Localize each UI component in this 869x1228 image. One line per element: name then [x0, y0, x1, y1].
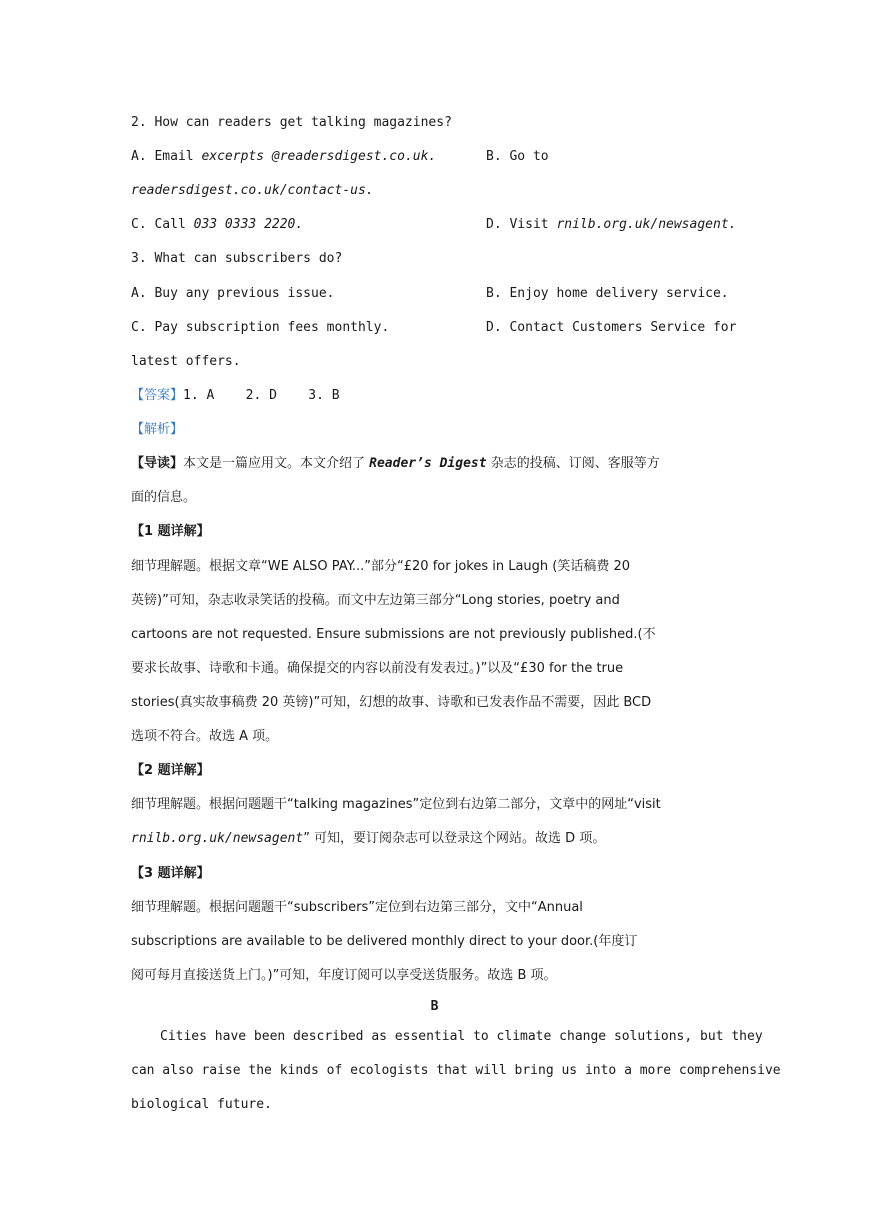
q3-option-d-line2: latest offers.: [131, 354, 241, 369]
section-b-paragraph-line: Cities have been described as essential to climate change solutions, but they: [160, 1029, 763, 1044]
detail-1-line: stories(真实故事稿费 20 英镑)”可知，幻想的故事、诗歌和已发表作品不需要，因此 BCD: [131, 695, 652, 710]
q2-option-d: [486, 216, 736, 234]
guide-text1: 本文是一篇应用文。本文介绍了: [183, 456, 370, 471]
answer-label: 【答案】: [131, 388, 184, 403]
q3-option-a: A. Buy any previous issue.: [131, 286, 335, 301]
detail-1-line: 英镑)”可知，杂志收录笑话的投稿。而文中左边第三部分“Long stories, poetry and: [131, 593, 620, 608]
detail-1-line: 选项不符合。故选 A 项。: [131, 729, 279, 744]
q2-option-a: [131, 148, 436, 166]
detail-3-line: subscriptions are available to be delivered monthly direct to your door.(年度订: [131, 934, 638, 949]
q2-option-d-value: rnilb.org.uk/newsagent.: [556, 217, 737, 232]
detail-3-heading: 【3 题详解】: [131, 866, 210, 881]
guide-text2: 杂志的投稿、订阅、客服等方: [486, 456, 660, 471]
detail-2-line2: [131, 830, 605, 848]
guide-line1: [131, 455, 660, 473]
q2-option-c: [131, 216, 303, 234]
detail-1-line: 要求长故事、诗歌和卡通。确保提交的内容以前没有发表过。)”以及“£30 for the true: [131, 661, 624, 676]
q2-option-b-prefix: B. Go to: [486, 149, 549, 164]
detail-3-line: 阅可每月直接送货上门。)”可知，年度订阅可以享受送货服务。故选 B 项。: [131, 968, 557, 983]
detail-2-rest: ” 可知，要订阅杂志可以登录这个网站。故选 D 项。: [303, 831, 606, 846]
detail-2-url: rnilb.org.uk/newsagent: [131, 831, 304, 846]
q3-option-c: C. Pay subscription fees monthly.: [131, 320, 390, 335]
guide-label: 【导读】: [131, 456, 184, 471]
q3-option-b: B. Enjoy home delivery service.: [486, 286, 729, 301]
q2-option-d-prefix: D. Visit: [486, 217, 557, 232]
q2-option-b-value: readersdigest.co.uk/contact-us.: [131, 183, 374, 198]
detail-1-line: cartoons are not requested. Ensure submissions are not previously published.(不: [131, 627, 656, 642]
magazine-title: Reader’s Digest: [369, 456, 487, 471]
detail-1-heading: 【1 题详解】: [131, 524, 210, 539]
guide-line2: 面的信息。: [131, 490, 197, 505]
section-b-paragraph-line: biological future.: [131, 1097, 272, 1112]
answer-line: [131, 387, 340, 405]
q2-option-a-prefix: A. Email: [131, 149, 202, 164]
detail-2-heading: 【2 题详解】: [131, 763, 210, 778]
analysis-label: 【解析】: [131, 422, 184, 437]
q3-option-d-line1: D. Contact Customers Service for: [486, 320, 737, 335]
question-3-stem: 3. What can subscribers do?: [131, 251, 343, 266]
detail-2-line1: 细节理解题。根据问题题干“talking magazines”定位到右边第二部分，文章中的网址“visit: [131, 797, 661, 812]
answer-text: 1. A 2. D 3. B: [183, 388, 340, 403]
detail-3-line: 细节理解题。根据问题题干“subscribers”定位到右边第三部分，文中“Annual: [131, 900, 583, 915]
question-2-stem: 2. How can readers get talking magazines?: [131, 115, 452, 130]
q2-option-c-value: 033 0333 2220.: [193, 217, 304, 232]
section-b-paragraph-line: can also raise the kinds of ecologists that will bring us into a more comprehensive: [131, 1063, 781, 1078]
section-b-title: B: [430, 999, 439, 1014]
q2-option-a-value: excerpts @readersdigest.co.uk.: [201, 149, 437, 164]
q2-option-c-prefix: C. Call: [131, 217, 194, 232]
detail-1-line: 细节理解题。根据文章“WE ALSO PAY...”部分“£20 for jokes in Laugh (笑话稿费 20: [131, 559, 631, 574]
